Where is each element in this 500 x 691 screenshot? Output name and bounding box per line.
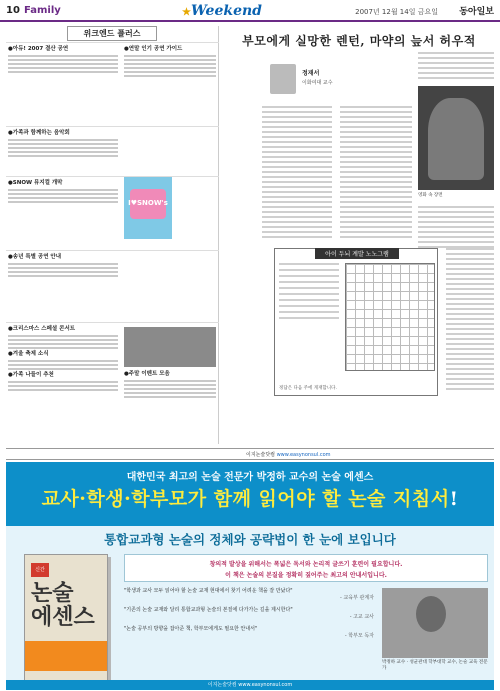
ad-site-label: 이지논술닷컴 www.easynonsul.com <box>246 452 331 458</box>
ad-kicker: 대한민국 최고의 논술 전문가 박정하 교수의 논술 에센스 <box>126 472 374 483</box>
ad-subheadline: 통합교과형 논술의 정체와 공략법이 한 눈에 보입니다 <box>104 532 396 547</box>
list-item <box>6 42 219 124</box>
column-heading: 위크엔드 플러스 <box>67 26 157 41</box>
page-number: 10 <box>6 5 20 16</box>
article-body <box>262 106 332 241</box>
professor-caption: 박정하 교수 · 성균관대 학부대학 교수, 논술 교육 전문가 <box>382 660 488 671</box>
list-item <box>6 250 219 320</box>
professor-photo <box>382 588 488 658</box>
item-title: ●크리스마스 스페셜 콘서트 <box>8 326 76 332</box>
article-title: 부모에게 실망한 렌턴, 마약의 늪서 허우적 <box>242 34 476 48</box>
event-photo <box>124 327 216 367</box>
puzzle-grid <box>345 263 435 371</box>
item-title: ●송년 특별 공연 안내 <box>8 254 62 260</box>
issue-date: 2007년 12월 14일 금요일 <box>355 8 438 16</box>
ad-quote-box <box>124 554 488 582</box>
new-book-tag: 신간 <box>31 563 49 577</box>
list-item <box>6 322 219 442</box>
list-item <box>6 176 219 246</box>
weekend-masthead: ★Weekend <box>182 3 262 19</box>
page-header <box>0 0 500 22</box>
snow-show-photo <box>124 177 172 239</box>
nonogram-puzzle <box>274 248 438 396</box>
ad-testimonials <box>124 588 374 645</box>
article-body <box>418 52 494 82</box>
ad-footer-text: 이지논술닷컴 www.easynonsul.com <box>207 682 293 688</box>
article-body <box>340 106 412 241</box>
photo-caption: 영화 속 장면 <box>418 193 443 198</box>
star-icon: ★ <box>182 7 191 18</box>
item-title: ●겨울 축제 소식 <box>8 351 49 357</box>
author-name: 정재서 <box>302 70 320 77</box>
ad-footer <box>6 680 494 690</box>
puzzle-title: 아이 두뇌 계발 노노그램 <box>315 248 399 259</box>
puzzle-rules <box>279 263 339 323</box>
newspaper-name: 동아일보 <box>459 7 494 17</box>
item-title: ●SNOW 뮤지컬 개막 <box>8 180 63 186</box>
author-role: 이화여대 교수 <box>302 80 333 86</box>
author-portrait <box>270 64 296 94</box>
testimonial: "논술 공부의 방향을 잡아준 책, 학부모에게도 필요한 안내서" - 학부모 독자 <box>124 626 374 639</box>
item-title: ●가족 나들이 추천 <box>8 372 54 378</box>
snow-title: I♥SNOW's <box>128 199 168 207</box>
book-title: 논술 에센스 <box>31 580 95 630</box>
ad-site-link[interactable]: www.easynonsul.com <box>276 452 331 458</box>
book-cover <box>24 554 108 686</box>
weekend-plus-column <box>6 26 219 444</box>
quote-line: 창의적 발상을 위해서는 폭넓은 독서와 논리적 글쓰기 훈련이 필요합니다. <box>209 561 403 568</box>
article-body <box>418 206 494 251</box>
testimonial: "학생과 교사 모두 읽어야 할 논술 교재 현대에서 찾기 어려운 책을 잘 만났다" - 교육부 관계자 <box>124 588 374 601</box>
item-title: ●가족과 함께하는 음악회 <box>8 130 70 136</box>
item-title: ●주말 이벤트 모음 <box>124 371 170 377</box>
item-title: ●연말 인기 공연 가이드 <box>124 46 183 52</box>
testimonial: "기존의 논술 교재와 달리 통합교과형 논술의 본질에 다가가는 길을 제시한다" - 고교 교사 <box>124 607 374 620</box>
feature-article <box>222 26 496 444</box>
quote-line: 이 책은 논술의 본질을 정확히 짚어주는 최고의 안내서입니다. <box>225 572 387 579</box>
section-name: Family <box>24 5 61 16</box>
movie-still-photo <box>418 86 494 190</box>
author-byline <box>302 68 333 86</box>
ad-top-strip <box>6 448 494 460</box>
ad-headline: 교사·학생·학부모가 함께 읽어야 할 논술 지침서! <box>41 488 459 510</box>
item-title: ●아듀! 2007 결산 공연 <box>8 46 69 52</box>
article-body <box>446 248 494 393</box>
puzzle-note: 정답은 다음 주에 게재합니다. <box>279 386 337 391</box>
book-advertisement <box>6 462 494 690</box>
